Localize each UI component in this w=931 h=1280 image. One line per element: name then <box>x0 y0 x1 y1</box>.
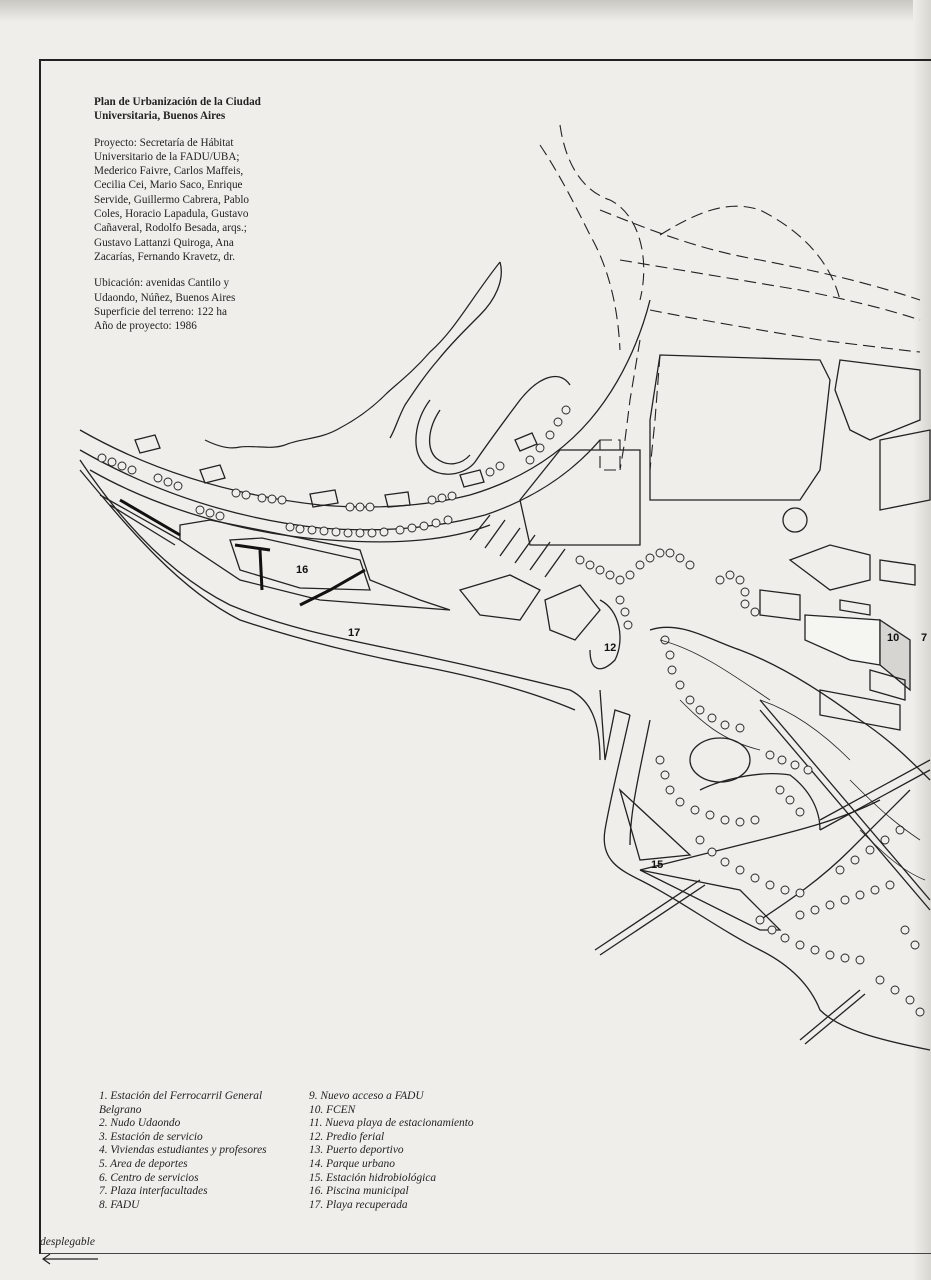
legend-item: 12. Predio ferial <box>309 1130 385 1143</box>
map-label-15: 15 <box>651 859 664 871</box>
plaza <box>460 575 540 620</box>
location-line: Año de proyecto: 1986 <box>94 320 197 333</box>
building-block <box>880 560 915 585</box>
credits-line: Zacarías, Fernando Kravetz, dr. <box>94 250 236 263</box>
location-line: Superficie del terreno: 122 ha <box>94 305 227 318</box>
legend-item: 13. Puerto deportivo <box>309 1144 404 1157</box>
block-outline <box>880 430 930 510</box>
beach-coast <box>80 460 600 760</box>
map-label-7: 7 <box>921 632 928 644</box>
credits-line: Universitario de la FADU/UBA; <box>94 150 240 163</box>
housing-unit <box>460 470 484 487</box>
legend-item: 2. Nudo Udaondo <box>99 1117 181 1130</box>
hydro-station-pier <box>600 885 705 955</box>
park-coast-inner <box>630 720 650 845</box>
legend-item: 9. Nuevo acceso a FADU <box>309 1090 424 1102</box>
sports-courts <box>470 515 565 577</box>
park-path <box>690 738 750 782</box>
legend-column-left <box>99 1090 299 1212</box>
avenue-cantilo <box>80 300 650 507</box>
parking <box>820 690 900 730</box>
credits-line: Servide, Guillermo Cabrera, Pablo <box>94 193 250 206</box>
legend-item: 17. Playa recuperada <box>309 1198 408 1211</box>
tree-rows <box>98 406 924 1016</box>
legend-item: 3. Estación de servicio <box>99 1130 203 1143</box>
park-path <box>760 790 910 920</box>
foldout-label: desplegable <box>40 1236 95 1248</box>
avenue-cantilo-edge <box>80 440 600 530</box>
legend-item: 14. Parque urbano <box>309 1157 395 1170</box>
pier <box>800 990 860 1040</box>
map-label-10: 10 <box>887 632 900 644</box>
page-top-shadow <box>0 0 931 22</box>
legend-item: 7. Plaza interfacultades <box>99 1185 208 1198</box>
tree-cluster-park <box>656 636 924 1016</box>
legend-column-right <box>309 1090 549 1212</box>
legend-item: 10. FCEN <box>309 1103 356 1116</box>
access-ramp-inner <box>430 410 470 464</box>
credits-line: Cecilia Cei, Mario Saco, Enrique <box>94 179 243 192</box>
location-line: Ubicación: avenidas Cantilo y <box>94 277 230 290</box>
legend-item: 8. FADU <box>99 1198 140 1211</box>
credits-line: Proyecto: Secretaría de Hábitat <box>94 136 234 149</box>
legend-item: 4. Viviendas estudiantes y profesores <box>99 1144 267 1157</box>
legend-item: 11. Nueva playa de estacionamiento <box>309 1117 474 1130</box>
legend-item: 6. Centro de servicios <box>99 1171 199 1184</box>
breakwater <box>600 690 630 760</box>
block-outline <box>650 355 830 500</box>
diagonal-avenue <box>760 700 930 900</box>
inlet-shoreline-east <box>390 262 501 438</box>
urban-plan-drawing <box>60 110 931 1060</box>
pier <box>805 994 865 1044</box>
credits-line: Mederico Faivre, Carlos Maffeis, <box>94 165 244 178</box>
housing-unit <box>515 433 537 451</box>
roundabout <box>783 508 807 532</box>
map-label-17: 17 <box>348 627 361 639</box>
inlet-shoreline <box>205 262 500 448</box>
fadu-building <box>545 585 600 640</box>
rail-line <box>100 495 180 540</box>
legend-item: 1. Estación del Ferrocarril General <box>99 1090 263 1102</box>
block-outline <box>835 360 920 440</box>
credits-line: Coles, Horacio Lapadula, Gustavo <box>94 208 249 221</box>
location-line: Udaondo, Núñez, Buenos Aires <box>94 291 236 304</box>
tree-cluster-central <box>576 549 759 629</box>
title-line: Plan de Urbanización de la Ciudad <box>94 96 261 108</box>
park-path <box>640 800 880 870</box>
legend-item: Belgrano <box>99 1103 142 1116</box>
building-block <box>760 590 800 620</box>
fair-ground-12 <box>590 600 620 669</box>
legend-item: 5. Area de deportes <box>99 1157 188 1170</box>
arrow-left-icon <box>40 1252 100 1266</box>
credits-line: Cañaveral, Rodolfo Besada, arqs.; <box>94 222 247 235</box>
building-block <box>790 545 870 590</box>
housing-unit <box>135 435 160 453</box>
diagonal-avenue <box>760 710 930 910</box>
housing-unit <box>200 465 225 483</box>
title-line: Universitaria, Buenos Aires <box>94 110 226 123</box>
map-label-12: 12 <box>604 642 617 654</box>
dashed-roadways <box>540 125 920 470</box>
building-block <box>840 600 870 615</box>
map-label-16: 16 <box>296 564 309 576</box>
tree-row-avenue <box>98 406 570 511</box>
legend-item: 16. Piscina municipal <box>309 1185 409 1198</box>
hydro-station-pier <box>595 880 700 950</box>
credits-line: Gustavo Lattanzi Quiroga, Ana <box>94 236 234 249</box>
fcen-building <box>805 615 880 665</box>
legend-item: 15. Estación hidrobiológica <box>309 1171 437 1184</box>
tree-row-lower <box>196 506 452 537</box>
housing-unit <box>385 492 410 507</box>
